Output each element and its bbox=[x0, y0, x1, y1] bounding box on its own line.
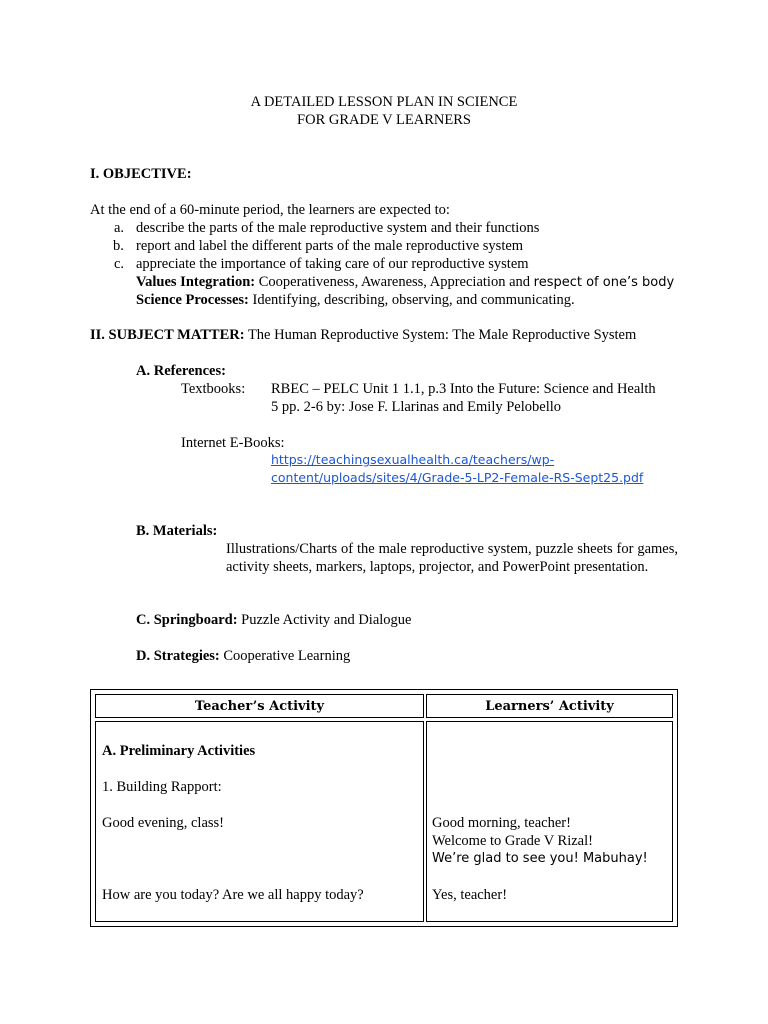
objective-marker: b. bbox=[113, 238, 124, 254]
objective-marker: c. bbox=[114, 256, 125, 272]
building-rapport-step: 1. Building Rapport: bbox=[102, 779, 222, 795]
springboard-label: C. Springboard: bbox=[136, 612, 238, 628]
objective-item: appreciate the importance of taking care of our reproductive system bbox=[136, 256, 529, 272]
strategies-line bbox=[136, 647, 350, 665]
teacher-question: How are you today? Are we all happy today? bbox=[102, 887, 364, 903]
learners-activity-header: Learners’ Activity bbox=[426, 694, 673, 718]
learners-reply: We’re glad to see you! Mabuhay! bbox=[432, 851, 648, 866]
teacher-greeting: Good evening, class! bbox=[102, 815, 225, 831]
objective-marker: a. bbox=[114, 220, 125, 236]
learners-activity-cell bbox=[426, 721, 673, 922]
science-processes-label: Science Processes: bbox=[136, 292, 249, 308]
materials-heading: B. Materials: bbox=[136, 523, 218, 539]
learners-reply: Good morning, teacher! bbox=[432, 815, 571, 831]
science-processes-line bbox=[136, 291, 575, 309]
materials-text: Illustrations/Charts of the male reproductive system, puzzle sheets for games, activity sheets, markers, laptops, projector, and PowerPoint presentation. bbox=[226, 541, 678, 575]
teacher-activity-header: Teacher’s Activity bbox=[95, 694, 424, 718]
strategies-text: Cooperative Learning bbox=[219, 648, 351, 664]
document-title-line2: FOR GRADE V LEARNERS bbox=[297, 112, 471, 128]
document-title-line1: A DETAILED LESSON PLAN IN SCIENCE bbox=[250, 94, 518, 110]
textbooks-reference: 5 pp. 2-6 by: Jose F. Llarinas and Emily Pelobello bbox=[271, 399, 562, 415]
strategies-label: D. Strategies: bbox=[136, 648, 220, 664]
values-integration-text: Cooperativeness, Awareness, Appreciation and bbox=[255, 274, 534, 290]
activity-table bbox=[90, 689, 678, 927]
objective-heading: I. OBJECTIVE: bbox=[90, 166, 192, 182]
objective-item: describe the parts of the male reproductive system and their functions bbox=[136, 220, 540, 236]
values-integration-label: Values Integration: bbox=[136, 274, 256, 290]
values-integration-tail: respect of one’s body bbox=[533, 275, 675, 290]
learners-reply: Yes, teacher! bbox=[432, 887, 508, 903]
values-integration-line bbox=[136, 273, 674, 292]
springboard-text: Puzzle Activity and Dialogue bbox=[237, 612, 412, 628]
subject-matter-text: The Human Reproductive System: The Male Reproductive System bbox=[244, 327, 637, 343]
subject-matter-label: II. SUBJECT MATTER: bbox=[90, 327, 245, 343]
references-heading: A. References: bbox=[136, 363, 226, 379]
learners-reply: Welcome to Grade V Rizal! bbox=[432, 833, 593, 849]
ebook-link[interactable]: content/uploads/sites/4/Grade-5-LP2-Female-RS-Sept25.pdf bbox=[271, 470, 644, 485]
textbooks-reference: RBEC – PELC Unit 1 1.1, p.3 Into the Future: Science and Health bbox=[271, 381, 656, 397]
teacher-activity-cell bbox=[95, 721, 424, 922]
ebooks-label: Internet E-Books: bbox=[181, 435, 285, 451]
preliminary-activities-heading: A. Preliminary Activities bbox=[102, 743, 256, 759]
subject-matter-line bbox=[90, 326, 636, 344]
ebook-link[interactable]: https://teachingsexualhealth.ca/teachers/wp- bbox=[271, 452, 555, 467]
objective-item: report and label the different parts of the male reproductive system bbox=[136, 238, 524, 254]
objective-intro: At the end of a 60-minute period, the learners are expected to: bbox=[90, 202, 450, 218]
textbooks-label: Textbooks: bbox=[181, 381, 246, 397]
springboard-line bbox=[136, 611, 412, 629]
science-processes-text: Identifying, describing, observing, and communicating. bbox=[248, 292, 575, 308]
